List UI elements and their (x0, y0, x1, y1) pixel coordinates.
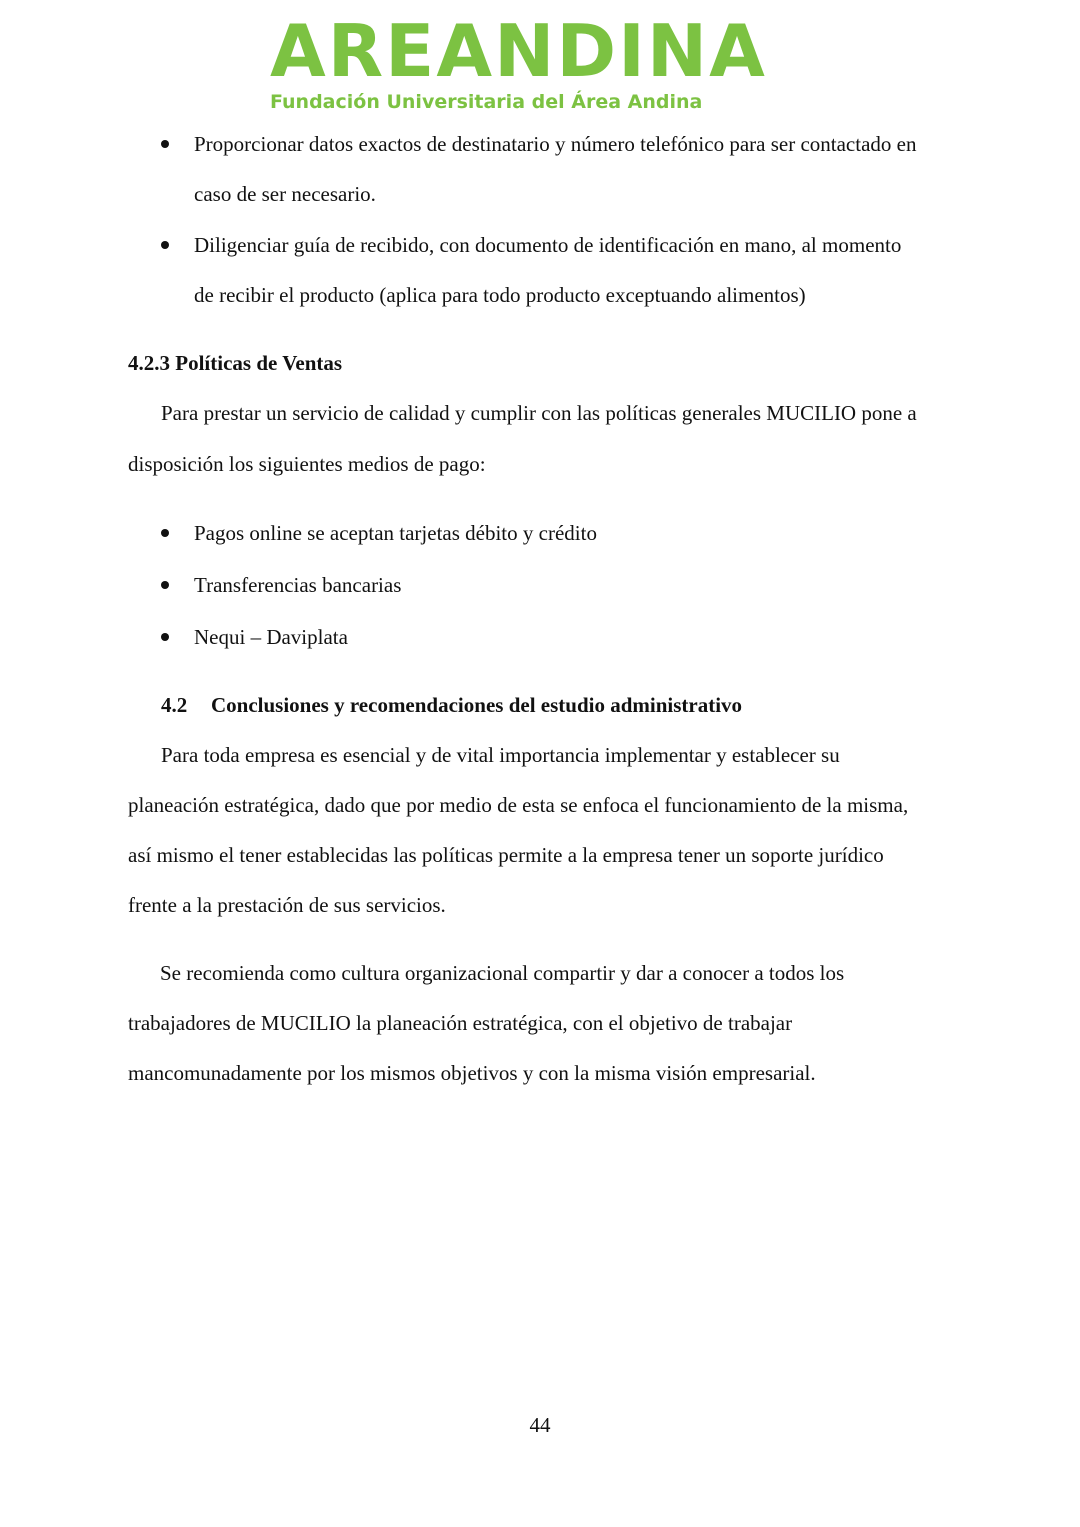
logo-wordmark: AREANDINA (270, 9, 767, 93)
bullet-receipt-line1: Diligenciar guía de recibido, con documento de identificación en mano, al momento (194, 233, 902, 257)
section-42-para1-line4: frente a la prestación de sus servicios. (128, 893, 446, 917)
areandina-logo (270, 8, 767, 114)
payment-method-online: Pagos online se aceptan tarjetas débito y crédito (194, 521, 597, 545)
logo-subtitle: Fundación Universitaria del Área Andina (270, 91, 703, 113)
section-42-para1-line1: Para toda empresa es esencial y de vital importancia implementar y establecer su (161, 743, 840, 767)
bullet-delivery-line2: caso de ser necesario. (194, 182, 376, 206)
section-42-number: 4.2 (161, 693, 188, 717)
section-42-title: Conclusiones y recomendaciones del estudio administrativo (211, 693, 743, 717)
section-423-para-line1: Para prestar un servicio de calidad y cumplir con las políticas generales MUCILIO pone a (161, 401, 917, 425)
bullet-delivery-line1: Proporcionar datos exactos de destinatario y número telefónico para ser contactado en (194, 132, 917, 156)
payment-method-nequi: Nequi – Daviplata (194, 625, 348, 649)
section-423-heading: 4.2.3 Políticas de Ventas (128, 351, 343, 375)
bullet-icon (161, 140, 169, 148)
bullet-icon (161, 581, 169, 589)
section-42-para2-line1: Se recomienda como cultura organizacional compartir y dar a conocer a todos los (160, 961, 845, 985)
bullet-icon (161, 241, 169, 249)
bullet-receipt-line2: de recibir el producto (aplica para todo producto exceptuando alimentos) (194, 283, 806, 307)
section-42-para1-line3: así mismo el tener establecidas las políticas permite a la empresa tener un soporte jurídico (128, 843, 884, 867)
section-42-para1-line2: planeación estratégica, dado que por medio de esta se enfoca el funcionamiento de la misma, (128, 793, 909, 817)
section-42-para2-line3: mancomunadamente por los mismos objetivos y con la misma visión empresarial. (128, 1061, 816, 1085)
payment-method-transfer: Transferencias bancarias (194, 573, 402, 597)
page-number: 44 (529, 1413, 551, 1437)
bullet-icon (161, 529, 169, 537)
section-42-para2-line2: trabajadores de MUCILIO la planeación estratégica, con el objetivo de trabajar (128, 1011, 793, 1035)
section-423-para-line2: disposición los siguientes medios de pago: (128, 452, 486, 476)
bullet-icon (161, 633, 169, 641)
